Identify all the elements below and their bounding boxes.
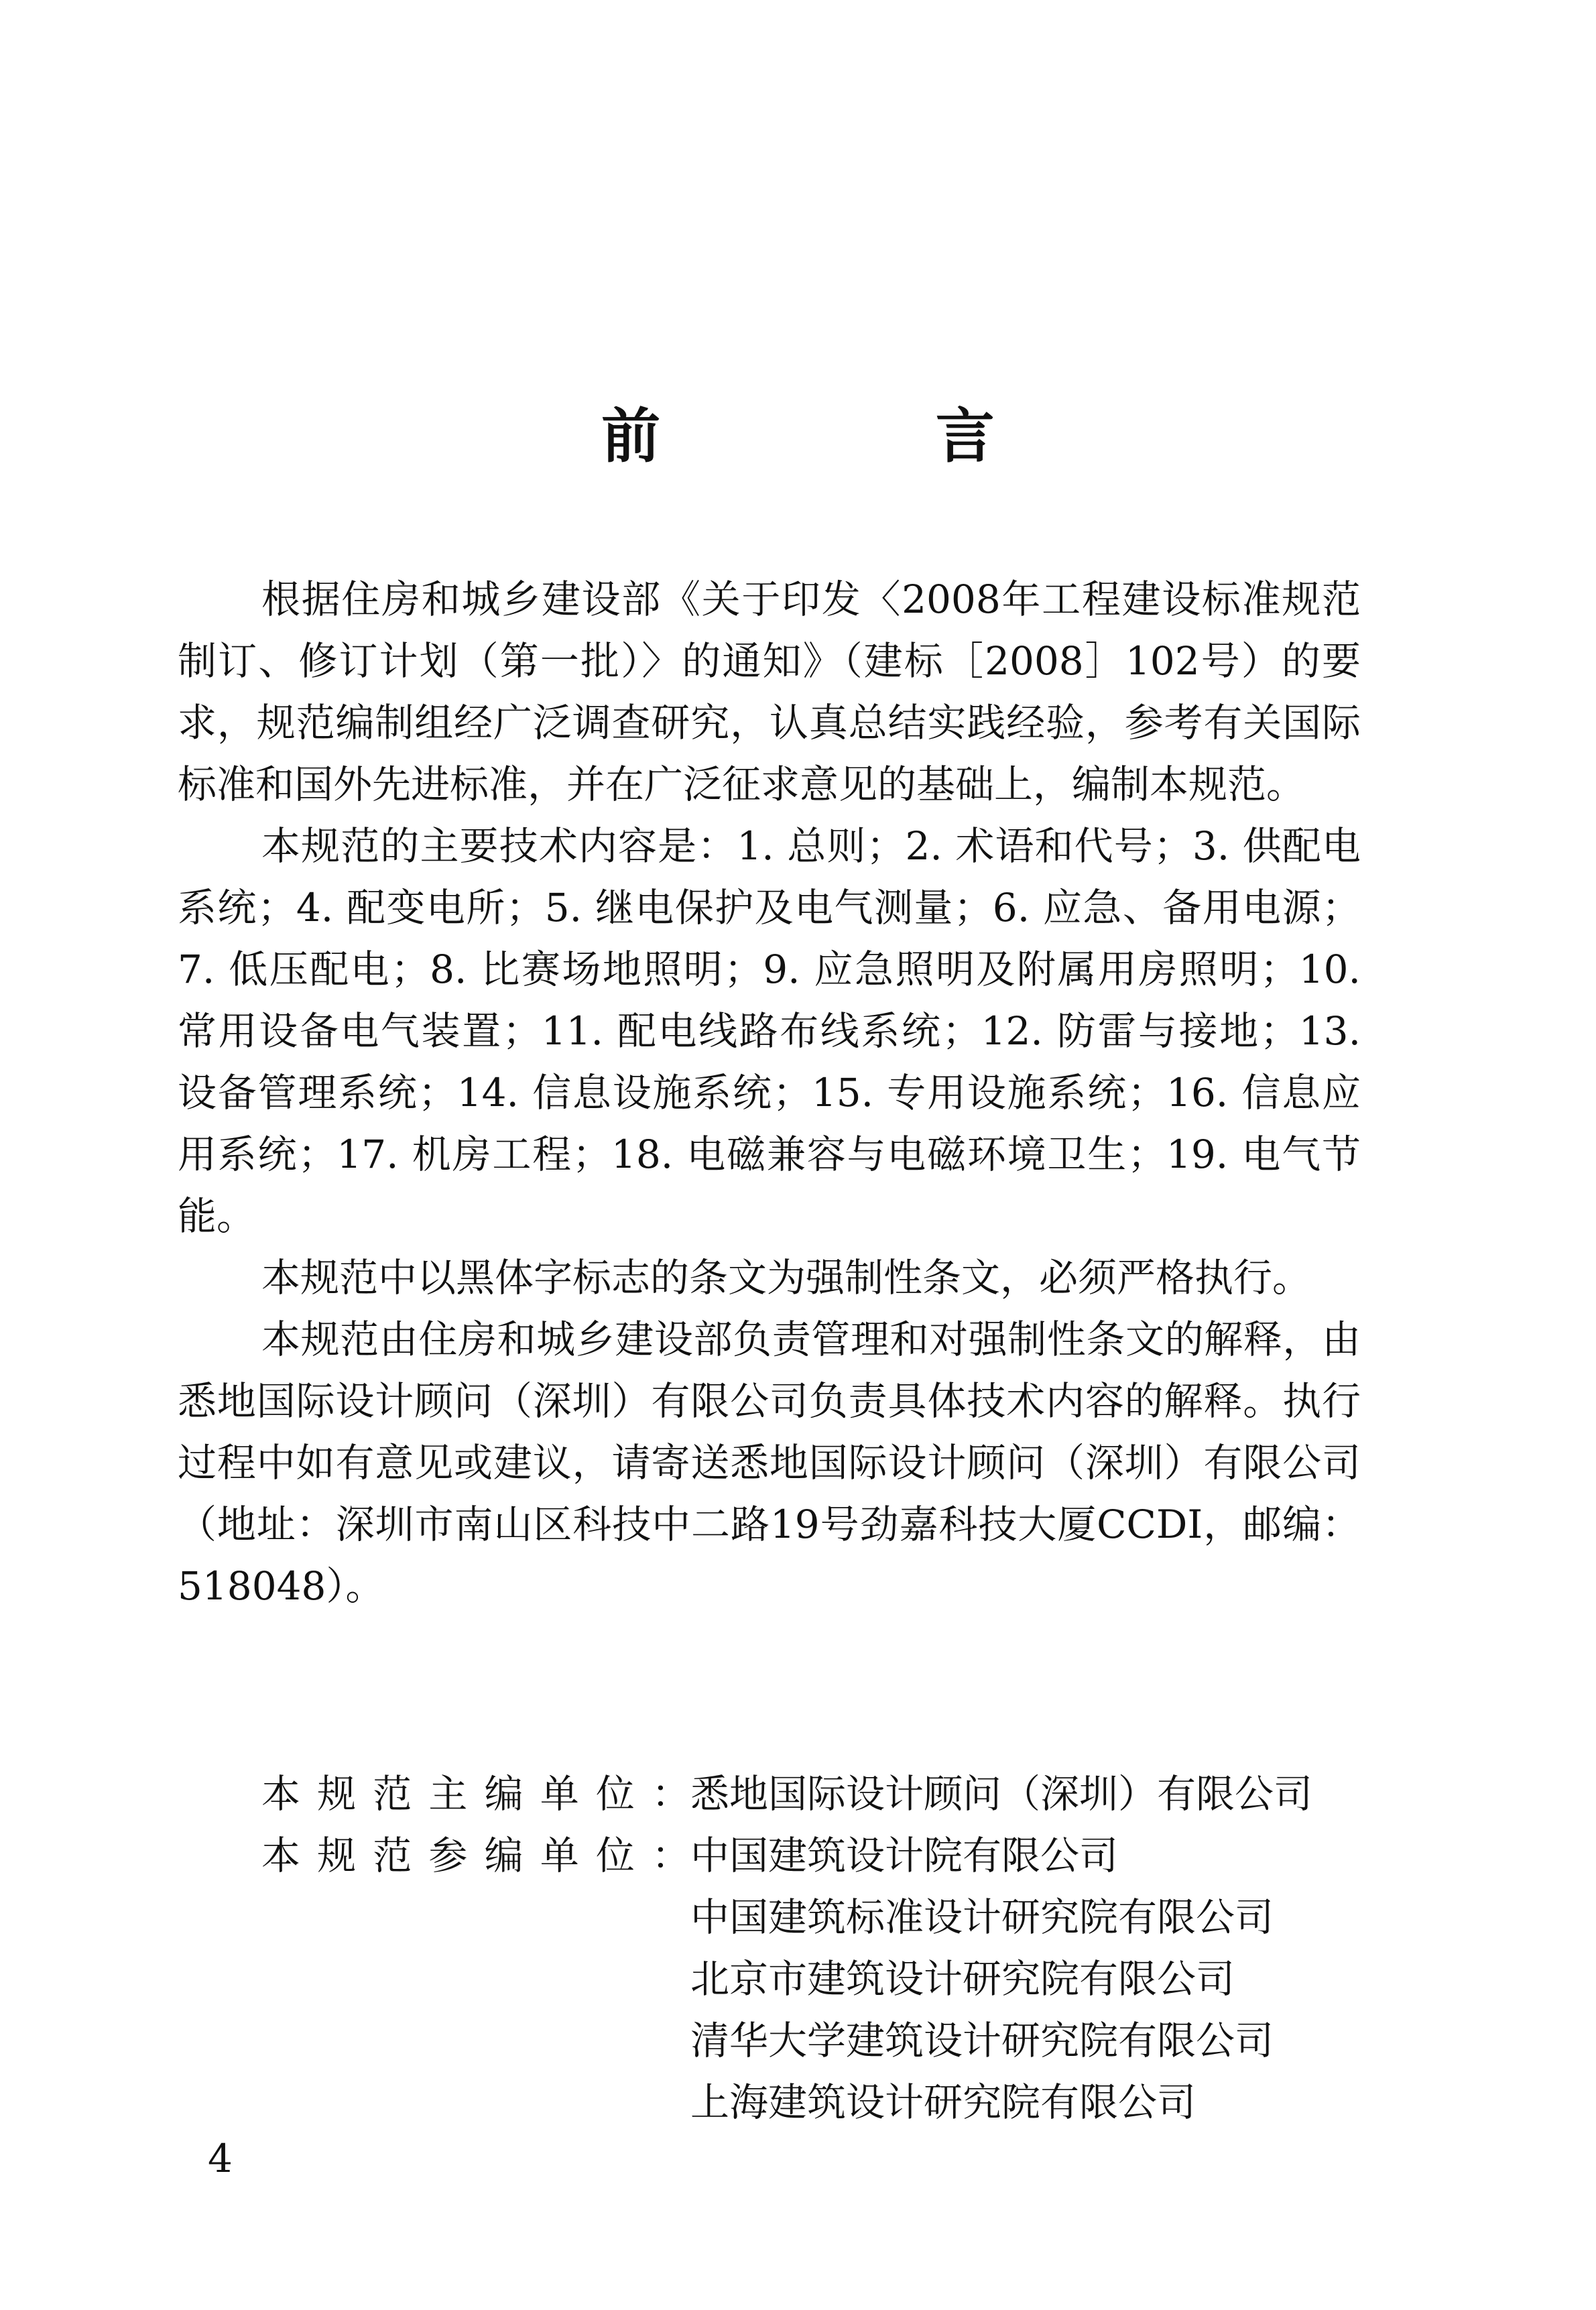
label-char: 本 [261,1771,301,1817]
label-char: 单 [540,1833,579,1878]
label-char: ： [651,1771,690,1817]
paragraph-mandatory: 本规范中以黑体字标志的条文为强制性条文，必须严格执行。 [261,1255,1312,1300]
chief-unit-label [261,1763,690,1825]
label-char: 单 [540,1771,579,1817]
label-char: 范 [373,1771,412,1817]
label-char: 本 [261,1833,301,1878]
label-char: 位 [595,1833,635,1878]
label-char: 规 [317,1833,357,1878]
participating-unit-row [261,1825,1401,1886]
participating-unit-value: 上海建筑设计研究院有限公司 [690,2079,1196,2125]
editing-units [261,1763,1401,2133]
paragraph-management: 本规范由住房和城乡建设部负责管理和对强制性条文的解释，由悉地国际设计顾问（深圳）有限公司负责具体技术内容的解释。执行过程中如有意见或建议，请寄送悉地国际设计顾问（深圳）有限公司（地址：深圳市南山区科技中二路19号劲嘉科技大厦CCDI，邮编：518048）。 [178,1317,1361,1609]
label-char: 范 [373,1833,412,1878]
participating-unit-value: 中国建筑标准设计研究院有限公司 [690,1894,1274,1940]
paragraph-contents: 本规范的主要技术内容是：1. 总则；2. 术语和代号；3. 供配电系统；4. 配变电所；5. 继电保护及电气测量；6. 应急、备用电源；7. 低压配电；8. 比赛场地照明；9. 应急照明及附属用房照明；10. 常用设备电气装置；11. 配电线路布线系统；12. 防雷与接地；13. 设备管理系统；14. 信息设施系统；15. 专用设施系统；16. 信息应用系统；17. 机房工程；18. 电磁兼容与电磁环境卫生；19. 电气节能。 [178,823,1361,1239]
page-number: 4 [208,2136,233,2181]
label-char: 编 [484,1771,524,1817]
label-char: 位 [595,1771,635,1817]
participating-unit-value: 中国建筑设计院有限公司 [690,1833,1119,1878]
participating-unit-label [261,1825,690,1886]
chief-unit-value: 悉地国际设计顾问（深圳）有限公司 [690,1771,1313,1817]
chief-unit-row [261,1763,1401,1825]
label-char: 参 [428,1833,468,1878]
page-title: 前 言 [601,401,1122,471]
paragraph-basis: 根据住房和城乡建设部《关于印发〈2008年工程建设标准规范制订、修订计划（第一批）〉的通知》（建标［2008］102号）的要求，规范编制组经广泛调查研究，认真总结实践经验，参考有关国际标准和国外先进标准，并在广泛征求意见的基础上，编制本规范。 [178,576,1361,807]
participating-unit-value: 北京市建筑设计研究院有限公司 [690,1956,1235,2002]
label-char: 规 [317,1771,357,1817]
preface-body [178,568,1361,1617]
label-char: ： [651,1833,690,1878]
label-char: 主 [428,1771,468,1817]
label-char: 编 [484,1833,524,1878]
participating-unit-value: 清华大学建筑设计研究院有限公司 [690,2018,1274,2063]
